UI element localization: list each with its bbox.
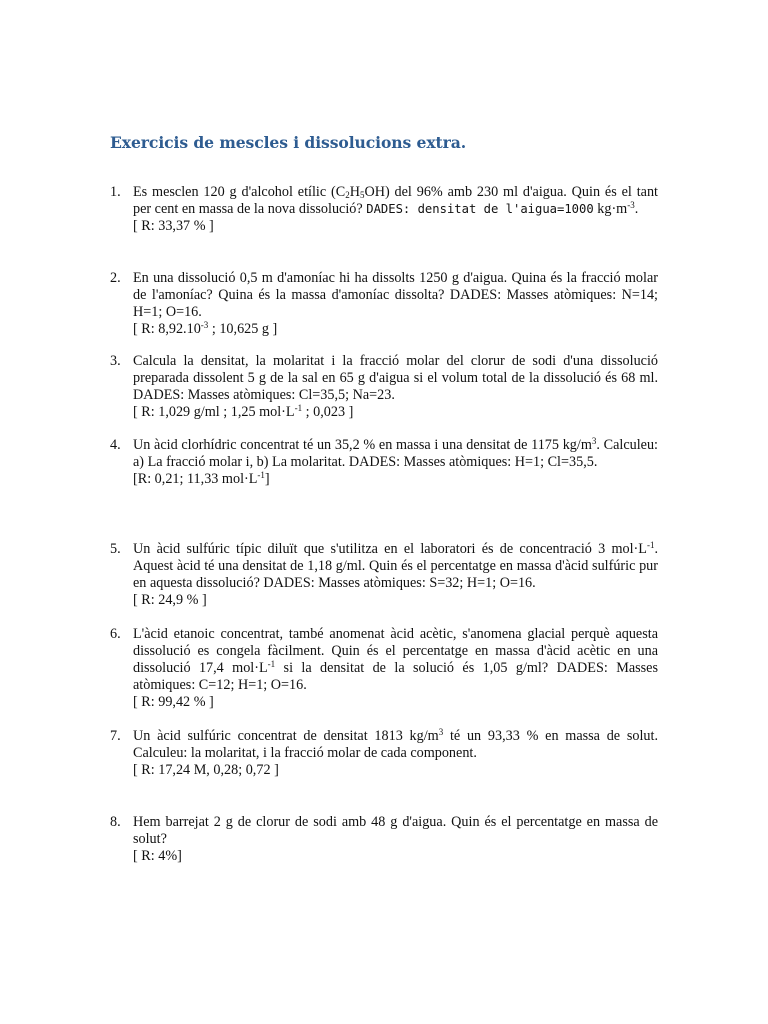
exercise-4: [110, 437, 658, 488]
exercise-number: 1.: [110, 184, 121, 200]
exercise-7: [110, 728, 658, 779]
exercise-3: [110, 353, 658, 421]
exercise-number: 6.: [110, 626, 121, 642]
document-title: Exercicis de mescles i dissolucions extra.: [110, 133, 467, 152]
exercise-answer: [ R: $8,92.10^{-3}$ ; 10,625 g ]: [133, 320, 278, 337]
exercise-number: 4.: [110, 437, 121, 453]
exercise-text: Hem barrejat 2 g de clorur de sodi amb 48 g d'aigua. Quin és el percentatge en massa de solut?: [133, 814, 658, 847]
exercise-number: 5.: [110, 541, 121, 557]
exercise-number: 3.: [110, 353, 121, 369]
exercise-8: [110, 814, 658, 865]
exercise-answer: [ R: 4%]: [133, 848, 182, 864]
exercise-answer: [ R: 1,029 g/ml ; 1,25 $mol\cdot L^{-1}$ ; 0,023 ]: [133, 403, 354, 420]
exercise-text: Es mesclen 120 g d'alcohol etílic $(C_2H_5OH)$ del 96% amb 230 ml d'aigua. Quin és el tant per cent en massa de la nova dissolució? DADES: densitat de l'aigua=1000 $kg\cdot m^{-3}$.: [133, 184, 658, 217]
exercise-text: En una dissolució 0,5 m d'amoníac hi ha dissolts 1250 g d'aigua. Quina és la fracció molar de l'amoníac? Quina és la massa d'amoníac dissolta? DADES: Masses atòmiques: N=14; H=1; O=16.: [133, 270, 658, 320]
exercise-6: [110, 626, 658, 711]
exercise-answer: [R: 0,21; 11,33 $mol\cdot L^{-1}$]: [133, 470, 270, 487]
exercise-text: Un àcid sulfúric típic diluït que s'utilitza en el laboratori és de concentració 3 $mol\cdot L^{-1}$. Aquest àcid té una densitat de 1,18 g/ml. Quin és el percentatge en massa d'àcid sulfúric pur en aquesta dissolució? DADES: Masses atòmiques: S=32; H=1; O=16.: [133, 540, 658, 591]
exercise-number: 2.: [110, 270, 121, 286]
exercise-answer: [ R: 33,37 % ]: [133, 218, 214, 234]
exercise-text: Un àcid sulfúric concentrat de densitat 1813 $kg/m^3$ té un 93,33 % en massa de solut. Calculeu: la molaritat, i la fracció molar de cada component.: [133, 727, 658, 761]
exercise-number: 8.: [110, 814, 121, 830]
exercise-1: [110, 184, 658, 235]
exercise-5: [110, 541, 658, 609]
exercise-answer: [ R: 24,9 % ]: [133, 592, 207, 608]
exercise-2: [110, 270, 658, 338]
exercise-text: Calcula la densitat, la molaritat i la fracció molar del clorur de sodi d'una dissolució preparada dissolent 5 g de la sal en 65 g d'aigua si el volum total de la dissolució és 68 ml. DADES: Masses atòmiques: Cl=35,5; Na=23.: [133, 353, 658, 403]
exercise-text: Un àcid clorhídric concentrat té un 35,2 % en massa i una densitat de 1175 $kg/m^3$. Calculeu: a) La fracció molar i, b) La molaritat. DADES: Masses atòmiques: H=1; Cl=35,5.: [133, 436, 658, 470]
exercise-text: L'àcid etanoic concentrat, també anomenat àcid acètic, s'anomena glacial perquè aquesta dissolució es congela fàcilment. Quin és el percentatge en massa d'àcid acètic en una dissolució 17,4 $mol\cdot L^{-1}$ si la densitat de la solució és 1,05 g/ml? DADES: Masses atòmiques: C=12; H=1; O=16.: [133, 626, 658, 693]
exercise-answer: [ R: 17,24 M, 0,28; 0,72 ]: [133, 762, 279, 778]
exercise-number: 7.: [110, 728, 121, 744]
exercise-answer: [ R: 99,42 % ]: [133, 694, 214, 710]
